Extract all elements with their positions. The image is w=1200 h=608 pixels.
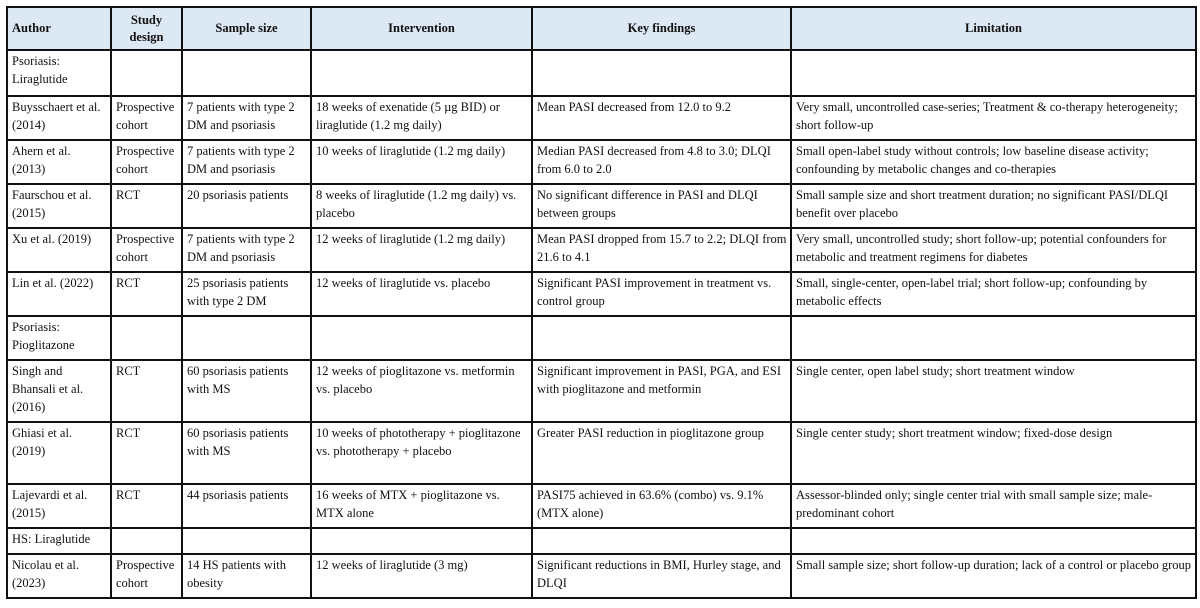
header-sample-size: Sample size	[182, 7, 311, 50]
cell-sample: 14 HS patients with obesity	[182, 554, 311, 598]
table-row	[7, 96, 1196, 140]
table-row	[7, 184, 1196, 228]
cell-findings: Mean PASI decreased from 12.0 to 9.2	[532, 96, 791, 140]
empty-cell	[111, 50, 182, 96]
cell-findings: Mean PASI dropped from 15.7 to 2.2; DLQI from 21.6 to 4.1	[532, 228, 791, 272]
cell-findings: Greater PASI reduction in pioglitazone group	[532, 422, 791, 484]
empty-cell	[311, 528, 532, 554]
empty-cell	[532, 316, 791, 360]
cell-design: RCT	[111, 484, 182, 528]
cell-design: RCT	[111, 422, 182, 484]
header-author: Author	[7, 7, 111, 50]
cell-limitation: Small sample size; short follow-up duration; lack of a control or placebo group	[791, 554, 1196, 598]
cell-sample: 7 patients with type 2 DM and psoriasis	[182, 228, 311, 272]
studies-table	[6, 6, 1197, 599]
table-row	[7, 140, 1196, 184]
cell-intervention: 12 weeks of liraglutide vs. placebo	[311, 272, 532, 316]
cell-limitation: Assessor-blinded only; single center trial with small sample size; male-predominant cohort	[791, 484, 1196, 528]
empty-cell	[182, 50, 311, 96]
cell-author: Nicolau et al. (2023)	[7, 554, 111, 598]
header-intervention: Intervention	[311, 7, 532, 50]
table-body	[7, 50, 1196, 598]
empty-cell	[532, 528, 791, 554]
table-row	[7, 272, 1196, 316]
section-label: Psoriasis: Pioglitazone	[7, 316, 111, 360]
empty-cell	[111, 528, 182, 554]
cell-author: Xu et al. (2019)	[7, 228, 111, 272]
cell-intervention: 12 weeks of pioglitazone vs. metformin vs. placebo	[311, 360, 532, 422]
section-row	[7, 316, 1196, 360]
cell-findings: Median PASI decreased from 4.8 to 3.0; DLQI from 6.0 to 2.0	[532, 140, 791, 184]
cell-sample: 7 patients with type 2 DM and psoriasis	[182, 96, 311, 140]
empty-cell	[111, 316, 182, 360]
cell-intervention: 12 weeks of liraglutide (1.2 mg daily)	[311, 228, 532, 272]
cell-design: Prospective cohort	[111, 140, 182, 184]
section-label: HS: Liraglutide	[7, 528, 111, 554]
section-label: Psoriasis: Liraglutide	[7, 50, 111, 96]
cell-limitation: Small, single-center, open-label trial; short follow-up; confounding by metabolic effects	[791, 272, 1196, 316]
cell-design: Prospective cohort	[111, 228, 182, 272]
cell-author: Lin et al. (2022)	[7, 272, 111, 316]
cell-author: Singh and Bhansali et al. (2016)	[7, 360, 111, 422]
cell-author: Faurschou et al. (2015)	[7, 184, 111, 228]
empty-cell	[532, 50, 791, 96]
cell-limitation: Very small, uncontrolled case-series; Treatment & co-therapy heterogeneity; short follow-up	[791, 96, 1196, 140]
empty-cell	[311, 50, 532, 96]
table-row	[7, 484, 1196, 528]
empty-cell	[182, 528, 311, 554]
table-row	[7, 360, 1196, 422]
cell-sample: 60 psoriasis patients with MS	[182, 360, 311, 422]
table-container	[6, 6, 1195, 599]
table-row	[7, 422, 1196, 484]
cell-sample: 60 psoriasis patients with MS	[182, 422, 311, 484]
cell-author: Buysschaert et al. (2014)	[7, 96, 111, 140]
cell-limitation: Small sample size and short treatment duration; no significant PASI/DLQI benefit over placebo	[791, 184, 1196, 228]
cell-design: RCT	[111, 272, 182, 316]
cell-findings: Significant improvement in PASI, PGA, and ESI with pioglitazone and metformin	[532, 360, 791, 422]
cell-design: RCT	[111, 184, 182, 228]
cell-sample: 7 patients with type 2 DM and psoriasis	[182, 140, 311, 184]
cell-intervention: 10 weeks of phototherapy + pioglitazone vs. phototherapy + placebo	[311, 422, 532, 484]
cell-limitation: Very small, uncontrolled study; short follow-up; potential confounders for metabolic and treatment regimens for diabetes	[791, 228, 1196, 272]
cell-design: Prospective cohort	[111, 554, 182, 598]
table-row	[7, 554, 1196, 598]
cell-author: Ahern et al. (2013)	[7, 140, 111, 184]
cell-design: Prospective cohort	[111, 96, 182, 140]
cell-sample: 25 psoriasis patients with type 2 DM	[182, 272, 311, 316]
table-row	[7, 228, 1196, 272]
cell-limitation: Single center study; short treatment window; fixed-dose design	[791, 422, 1196, 484]
cell-sample: 44 psoriasis patients	[182, 484, 311, 528]
empty-cell	[791, 316, 1196, 360]
cell-findings: Significant PASI improvement in treatment vs. control group	[532, 272, 791, 316]
cell-limitation: Single center, open label study; short treatment window	[791, 360, 1196, 422]
section-row	[7, 528, 1196, 554]
section-row	[7, 50, 1196, 96]
header-study-design: Study design	[111, 7, 182, 50]
cell-intervention: 10 weeks of liraglutide (1.2 mg daily)	[311, 140, 532, 184]
empty-cell	[311, 316, 532, 360]
cell-sample: 20 psoriasis patients	[182, 184, 311, 228]
cell-author: Ghiasi et al. (2019)	[7, 422, 111, 484]
header-row	[7, 7, 1196, 50]
cell-limitation: Small open-label study without controls; low baseline disease activity; confounding by metabolic changes and co-therapies	[791, 140, 1196, 184]
empty-cell	[791, 528, 1196, 554]
header-limitation: Limitation	[791, 7, 1196, 50]
cell-intervention: 8 weeks of liraglutide (1.2 mg daily) vs. placebo	[311, 184, 532, 228]
empty-cell	[791, 50, 1196, 96]
cell-author: Lajevardi et al. (2015)	[7, 484, 111, 528]
table-header	[7, 7, 1196, 50]
cell-intervention: 18 weeks of exenatide (5 µg BID) or liraglutide (1.2 mg daily)	[311, 96, 532, 140]
cell-findings: No significant difference in PASI and DLQI between groups	[532, 184, 791, 228]
header-key-findings: Key findings	[532, 7, 791, 50]
cell-intervention: 12 weeks of liraglutide (3 mg)	[311, 554, 532, 598]
cell-design: RCT	[111, 360, 182, 422]
cell-findings: Significant reductions in BMI, Hurley stage, and DLQI	[532, 554, 791, 598]
cell-findings: PASI75 achieved in 63.6% (combo) vs. 9.1% (MTX alone)	[532, 484, 791, 528]
cell-intervention: 16 weeks of MTX + pioglitazone vs. MTX alone	[311, 484, 532, 528]
empty-cell	[182, 316, 311, 360]
